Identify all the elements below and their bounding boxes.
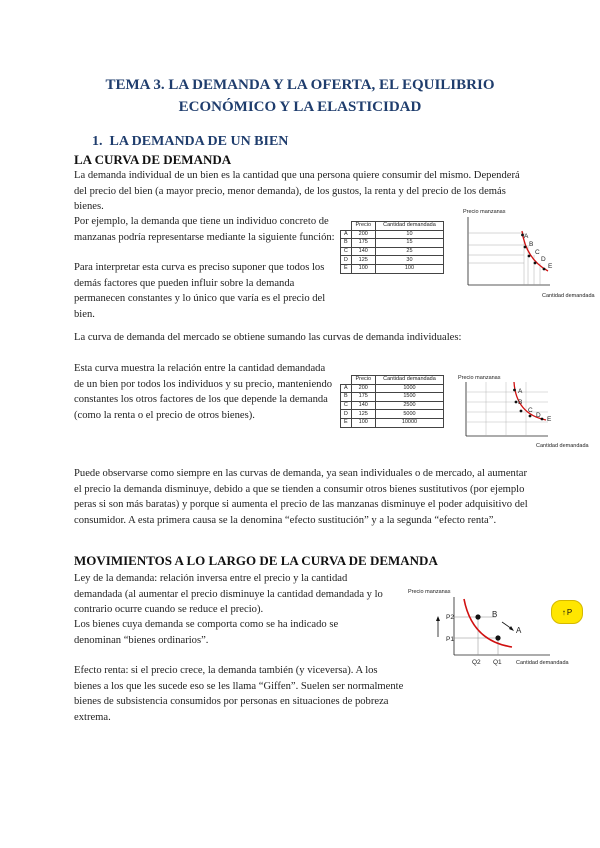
table-row — [341, 401, 444, 410]
label-p1: P1 — [446, 636, 454, 643]
point-label: D — [536, 412, 541, 419]
table-header-cell: Cantidad demandada — [375, 376, 443, 385]
title-line-1: TEMA 3. LA DEMANDA Y LA OFERTA, EL EQUILIBRIO — [105, 77, 495, 93]
table-row — [341, 256, 444, 265]
graph-ylabel: Precio manzanas — [458, 375, 501, 381]
table-cell: 175 — [351, 239, 375, 248]
demand-table-individual — [340, 221, 444, 274]
table-cell: 125 — [351, 256, 375, 265]
label-q2: Q2 — [472, 659, 481, 666]
table-cell: D — [341, 410, 352, 419]
point-b-marker — [475, 614, 480, 619]
graph-xlabel: Cantidad demandada — [536, 443, 589, 449]
table-row — [341, 418, 444, 427]
arrowhead-icon — [509, 626, 514, 631]
table-cell: 15 — [375, 239, 443, 248]
point-label: A — [518, 388, 523, 395]
arrowhead-icon — [436, 616, 440, 621]
table-row — [341, 384, 444, 393]
point-label: E — [548, 263, 553, 270]
table-row — [341, 410, 444, 419]
table-cell: A — [341, 384, 352, 393]
point-label: B — [529, 241, 534, 248]
table-cell: 200 — [351, 230, 375, 239]
point-a-marker — [495, 635, 500, 640]
table-cell: 10000 — [375, 418, 443, 427]
table-row — [341, 239, 444, 248]
label-p2: P2 — [446, 614, 454, 621]
table-cell: C — [341, 401, 352, 410]
table-header-row — [341, 222, 444, 231]
paragraph-curva-mercado: Esta curva muestra la relación entre la cantidad demandada de un bien por todos los individuos y su precio, manteniendo constantes los otros factores de los que depende la demanda (como la renta o el precio de otros bienes). — [74, 363, 333, 421]
graph-xlabel: Cantidad demandada — [542, 293, 595, 299]
paragraph-efectos: Puede observarse como siempre en las curvas de demanda, ya sean individuales o de mercado, al aumentar el precio la demanda disminuye, debido a que se tienden a consumir otros bienes sustitutivos (por ejemplo peras si son más baratas) y porque si aumenta el precio de las manzanas disminuye el poder adquisitivo del consumidor. A esta primera causa se la denomina “efecto sustitución” y a la segunda “efecto renta”. — [74, 468, 528, 526]
label-q1: Q1 — [493, 659, 502, 666]
demand-graph-movement — [404, 585, 569, 677]
table-cell: 5000 — [375, 410, 443, 419]
price-up-badge — [551, 600, 583, 624]
table-cell: 100 — [351, 264, 375, 273]
point-label: E — [547, 416, 552, 423]
table-header-cell — [341, 376, 352, 385]
paragraph-giffen: Efecto renta: si el precio crece, la demanda también (y viceversa). A los bienes a los que les sucede eso se les llama “Giffen”. Suelen ser normalmente bienes de subsistencia consumidos por personas en situaciones de pobreza extrema. — [74, 665, 404, 723]
up-arrow-icon: ↑ — [561, 607, 566, 617]
table-cell: 25 — [375, 247, 443, 256]
paragraph-ejemplo: Por ejemplo, la demanda que tiene un individuo concreto de manzanas podría representarse mediante la siguiente función: — [74, 216, 335, 243]
table-cell: 140 — [351, 247, 375, 256]
table-cell: 100 — [375, 264, 443, 273]
paragraph-interpretar: Para interpretar esta curva es preciso suponer que todos los demás factores que pueden influir sobre la demanda permanecen constantes y lo único que varía es el precio del bien. — [74, 262, 326, 320]
demand-curve — [464, 599, 512, 647]
paragraph-ley-demanda: Ley de la demanda: relación inversa entre el precio y la cantidad demandada (al aumentar el precio disminuye la cantidad demandada y lo contrario ocurre cuando se reduce el precio). — [74, 573, 383, 615]
table-cell: 140 — [351, 401, 375, 410]
table-cell: 1000 — [375, 384, 443, 393]
table-row — [341, 264, 444, 273]
graph-ylabel: Precio manzanas — [463, 209, 506, 215]
table-cell: D — [341, 256, 352, 265]
point-label: C — [528, 407, 533, 414]
table-cell: B — [341, 393, 352, 402]
point-label: C — [535, 249, 540, 256]
table-cell: 30 — [375, 256, 443, 265]
guide-grid — [466, 382, 548, 436]
point-label: D — [541, 256, 546, 263]
point-label: A — [524, 233, 529, 240]
subheading-curva-demanda: LA CURVA DE DEMANDA — [74, 152, 232, 167]
title-line-2: ECONÓMICO Y LA ELASTICIDAD — [178, 99, 422, 115]
section-heading-1: 1. LA DEMANDA DE UN BIEN — [92, 134, 289, 149]
table-header-cell: Cantidad demandada — [375, 222, 443, 231]
table-header-cell: Precio — [351, 222, 375, 231]
table-cell: E — [341, 418, 352, 427]
demand-table-market — [340, 375, 444, 428]
point-label: B — [518, 399, 523, 406]
label-point-a: A — [516, 626, 522, 635]
badge-label: P — [566, 607, 573, 617]
table-cell: 175 — [351, 393, 375, 402]
paragraph-demanda-individual: La demanda individual de un bien es la cantidad que una persona quiere consumir del mismo. Dependerá del precio del bien (a mayor precio, menor demanda), de los gustos, la renta y del precio de los demás bienes. — [74, 170, 520, 212]
table-header-cell — [341, 222, 352, 231]
table-row — [341, 393, 444, 402]
table-cell: B — [341, 239, 352, 248]
graph-ylabel: Precio manzanas — [408, 589, 451, 595]
paragraph-bienes-ordinarios: Los bienes cuya demanda se comporta como se ha indicado se denominan “bienes ordinarios”. — [74, 619, 339, 646]
table-header-cell: Precio — [351, 376, 375, 385]
subheading-movimientos: MOVIMIENTOS A LO LARGO DE LA CURVA DE DEMANDA — [74, 553, 438, 568]
table-cell: 100 — [351, 418, 375, 427]
table-header-row — [341, 376, 444, 385]
table-cell: 125 — [351, 410, 375, 419]
table-cell: 10 — [375, 230, 443, 239]
table-cell: 200 — [351, 384, 375, 393]
paragraph-mercado: La curva de demanda del mercado se obtiene sumando las curvas de demanda individuales: — [74, 332, 462, 343]
graph-xlabel: Cantidad demandada — [516, 660, 569, 666]
demand-graph-individual — [458, 205, 593, 302]
table-cell: C — [341, 247, 352, 256]
label-point-b: B — [492, 610, 498, 619]
demand-graph-market — [452, 370, 594, 450]
table-cell: A — [341, 230, 352, 239]
table-cell: 2500 — [375, 401, 443, 410]
table-row — [341, 247, 444, 256]
page-title — [60, 74, 540, 118]
table-cell: E — [341, 264, 352, 273]
table-cell: 1500 — [375, 393, 443, 402]
table-row — [341, 230, 444, 239]
